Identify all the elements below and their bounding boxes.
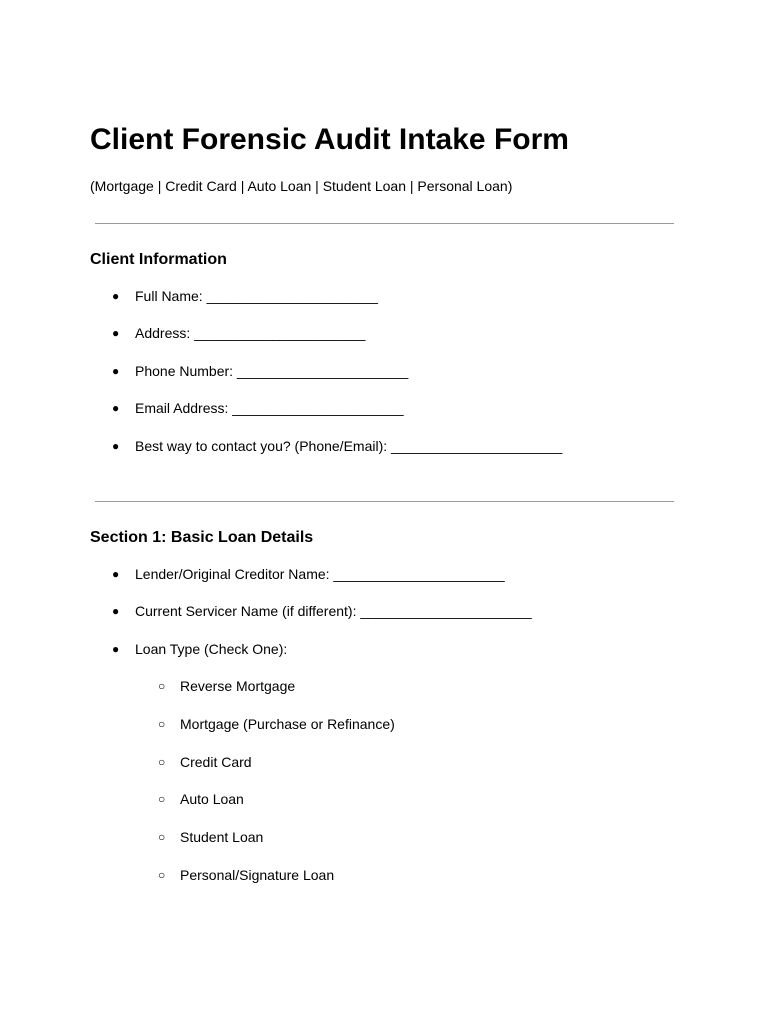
contact-preference-field[interactable]: Best way to contact you? (Phone/Email): ______________________ [135,438,563,454]
list-item-phone-number [0,361,768,381]
list-item-servicer-name [0,601,768,621]
bullet-icon: ● [112,567,120,581]
divider [95,223,674,224]
loan-type-option-personal-loan[interactable] [0,865,768,885]
bullet-icon: ● [112,326,120,340]
full-name-field[interactable]: Full Name: ______________________ [135,288,378,304]
circle-bullet-icon: ○ [158,679,166,693]
phone-number-field[interactable]: Phone Number: ______________________ [135,363,409,379]
loan-type-option-credit-card[interactable] [0,752,768,772]
option-label: Personal/Signature Loan [180,867,335,883]
list-item-email-address [0,398,768,418]
circle-bullet-icon: ○ [158,868,166,882]
bullet-icon: ● [112,604,120,618]
list-item-address [0,323,768,343]
circle-bullet-icon: ○ [158,717,166,731]
bullet-icon: ● [112,642,120,656]
loan-type-option-auto-loan[interactable] [0,789,768,809]
option-label: Mortgage (Purchase or Refinance) [180,716,395,732]
circle-bullet-icon: ○ [158,755,166,769]
bullet-icon: ● [112,401,120,415]
option-label: Student Loan [180,829,264,845]
circle-bullet-icon: ○ [158,830,166,844]
list-item-lender-name [0,564,768,584]
bullet-icon: ● [112,364,120,378]
page-subtitle: (Mortgage | Credit Card | Auto Loan | Student Loan | Personal Loan) [90,178,513,194]
email-address-field[interactable]: Email Address: ______________________ [135,400,404,416]
circle-bullet-icon: ○ [158,792,166,806]
option-label: Auto Loan [180,791,244,807]
basic-loan-details-heading: Section 1: Basic Loan Details [90,529,314,546]
list-item-loan-type [0,639,768,659]
address-field[interactable]: Address: ______________________ [135,325,366,341]
option-label: Reverse Mortgage [180,678,296,694]
client-information-heading: Client Information [90,251,227,268]
loan-type-option-student-loan[interactable] [0,827,768,847]
lender-name-field[interactable]: Lender/Original Creditor Name: ______________________ [135,566,505,582]
divider [95,501,674,502]
page-title: Client Forensic Audit Intake Form [90,123,569,156]
list-item-contact-preference [0,436,768,456]
list-item-full-name [0,286,768,306]
bullet-icon: ● [112,439,120,453]
loan-type-option-reverse-mortgage[interactable] [0,676,768,696]
loan-type-option-mortgage[interactable] [0,714,768,734]
bullet-icon: ● [112,289,120,303]
servicer-name-field[interactable]: Current Servicer Name (if different): ______________________ [135,603,532,619]
loan-type-label: Loan Type (Check One): [135,641,288,657]
option-label: Credit Card [180,754,252,770]
